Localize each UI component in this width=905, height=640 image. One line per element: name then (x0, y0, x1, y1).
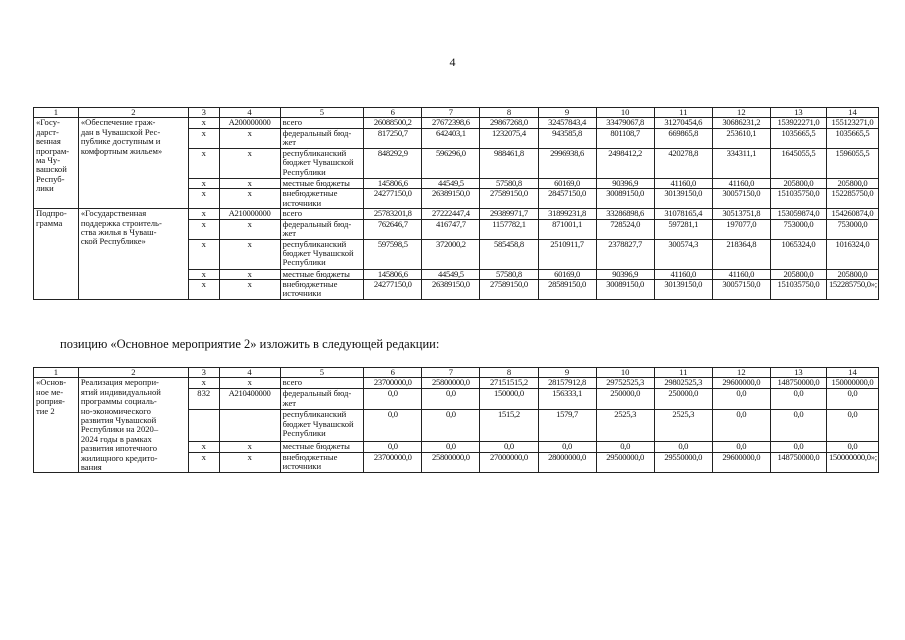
column-number: 2 (78, 368, 188, 378)
amount-cell: 150000000,0»; (826, 452, 878, 473)
amount-cell: 30139150,0 (654, 280, 712, 300)
column-number: 2 (78, 108, 188, 118)
amount-cell: 817250,7 (364, 128, 422, 148)
program-name-line: роприя- (36, 396, 65, 407)
gr-code-cell: 832 (188, 389, 219, 410)
amount-cell: 2510911,7 (538, 239, 596, 269)
amount-cell: 642403,1 (422, 128, 480, 148)
amount-cell: 31078165,4 (654, 209, 712, 219)
amount-cell: 585458,8 (480, 239, 538, 269)
amount-cell: 27151515,2 (480, 378, 538, 389)
amount-cell: 28157912,8 (538, 378, 596, 389)
amount-cell: 150000000,0 (826, 378, 878, 389)
amount-cell: 1232075,4 (480, 128, 538, 148)
amount-cell: 416747,7 (422, 219, 480, 239)
amount-cell: 420278,8 (654, 148, 712, 178)
funding-source-cell: республиканский бюджет Чувашской Республики (280, 410, 364, 441)
amount-cell: 31270454,6 (654, 118, 712, 128)
amount-cell: 33286898,6 (596, 209, 654, 219)
column-number: 7 (422, 108, 480, 118)
amount-cell: 0,0 (770, 389, 826, 410)
program-title-line: ской Республике» (80, 236, 146, 247)
amount-cell: 145806,6 (364, 178, 422, 188)
column-number: 9 (538, 108, 596, 118)
gr-code-cell: х (188, 219, 219, 239)
program-title-line: вания (80, 462, 102, 473)
gr-code-cell (188, 410, 219, 441)
amount-cell: 728524,0 (596, 219, 654, 239)
amount-cell: 148750000,0 (770, 378, 826, 389)
amount-cell: 153059874,0 (770, 209, 826, 219)
amount-cell: 205800,0 (770, 269, 826, 279)
target-article-cell: А200000000 (219, 118, 280, 128)
amount-cell: 205800,0 (826, 178, 878, 188)
funding-source-cell: федеральный бюд-жет (280, 219, 364, 239)
amount-cell: 943585,8 (538, 128, 596, 148)
gr-code-cell: х (188, 280, 219, 300)
amount-cell: 27672398,6 (422, 118, 480, 128)
amount-cell: 1596055,5 (826, 148, 878, 178)
amount-cell: 1579,7 (538, 410, 596, 441)
program-title-cell (78, 118, 188, 209)
target-article-cell: х (219, 128, 280, 148)
program-title-line: но-экономического (80, 405, 151, 416)
amount-cell: 24277150,0 (364, 280, 422, 300)
amount-cell: 153922271,0 (770, 118, 826, 128)
amount-cell: 25783201,8 (364, 209, 422, 219)
funding-source-cell: всего (280, 118, 364, 128)
column-number-row (34, 108, 879, 118)
program-name-cell (34, 209, 79, 300)
amount-cell: 27000000,0 (480, 452, 538, 473)
budget-table-2 (33, 367, 879, 473)
column-number: 10 (596, 368, 654, 378)
amount-cell: 30139150,0 (654, 189, 712, 209)
program-name-line: програм- (36, 145, 70, 156)
amount-cell: 0,0 (770, 441, 826, 452)
amount-cell: 0,0 (480, 441, 538, 452)
program-title-line: Реализация меропри- (80, 377, 159, 388)
funding-source-cell: местные бюджеты (280, 178, 364, 188)
gr-code-cell: х (188, 189, 219, 209)
column-number: 11 (654, 368, 712, 378)
amount-cell: 28457150,0 (538, 189, 596, 209)
funding-source-cell: внебюджетные источники (280, 189, 364, 209)
program-name-line: ное ме- (36, 386, 64, 397)
program-name-line: «Госу- (36, 117, 60, 128)
amount-cell: 753000,0 (826, 219, 878, 239)
amount-cell: 152285750,0»; (826, 280, 878, 300)
table-row (34, 118, 879, 128)
column-number: 6 (364, 108, 422, 118)
amount-cell: 60169,0 (538, 269, 596, 279)
amount-cell: 30057150,0 (712, 189, 770, 209)
column-number: 5 (280, 108, 364, 118)
amount-cell: 41160,0 (712, 178, 770, 188)
amount-cell: 2996938,6 (538, 148, 596, 178)
program-title-line: публике доступным и (80, 136, 161, 147)
program-title-line: ства жилья в Чуваш- (80, 227, 157, 238)
funding-source-cell: местные бюджеты (280, 441, 364, 452)
gr-code-cell: х (188, 378, 219, 389)
amount-cell: 44549,5 (422, 178, 480, 188)
program-name-line: грамма (36, 217, 63, 228)
program-name-line: Респуб- (36, 173, 65, 184)
amount-cell: 155123271,0 (826, 118, 878, 128)
amount-cell: 372000,2 (422, 239, 480, 269)
gr-code-cell: х (188, 239, 219, 269)
amount-cell: 250000,0 (654, 389, 712, 410)
program-name-line: дарст- (36, 126, 59, 137)
amount-cell: 31899231,8 (538, 209, 596, 219)
column-number: 8 (480, 108, 538, 118)
amount-cell: 596296,0 (422, 148, 480, 178)
amount-cell: 30513751,8 (712, 209, 770, 219)
column-number: 4 (219, 108, 280, 118)
amount-cell: 197077,0 (712, 219, 770, 239)
amount-cell: 29550000,0 (654, 452, 712, 473)
gr-code-cell: х (188, 178, 219, 188)
program-title-line: Республики на 2020– (80, 424, 159, 435)
budget-table-1 (33, 107, 879, 300)
amount-cell: 218364,8 (712, 239, 770, 269)
amount-cell: 29867268,0 (480, 118, 538, 128)
amount-cell: 0,0 (364, 389, 422, 410)
program-title-line: развития ипотечного (80, 443, 158, 454)
amount-cell: 0,0 (826, 441, 878, 452)
target-article-cell: х (219, 189, 280, 209)
amount-cell: 0,0 (422, 389, 480, 410)
program-title-cell (78, 378, 188, 473)
amount-cell: 29600000,0 (712, 378, 770, 389)
amount-cell: 0,0 (654, 441, 712, 452)
program-name-line: тие 2 (36, 405, 55, 416)
amount-cell: 27589150,0 (480, 189, 538, 209)
amendment-instruction: позицию «Основное мероприятие 2» изложить в следующей редакции: (60, 337, 440, 351)
amount-cell: 151035750,0 (770, 189, 826, 209)
column-number: 12 (712, 108, 770, 118)
amount-cell: 27589150,0 (480, 280, 538, 300)
amount-cell: 26088500,2 (364, 118, 422, 128)
program-title-line: поддержка строитель- (80, 217, 162, 228)
amount-cell: 1645055,5 (770, 148, 826, 178)
amount-cell: 151035750,0 (770, 280, 826, 300)
amount-cell: 0,0 (826, 410, 878, 441)
amount-cell: 1515,2 (480, 410, 538, 441)
amount-cell: 156333,1 (538, 389, 596, 410)
amount-cell: 41160,0 (712, 269, 770, 279)
amount-cell: 0,0 (712, 410, 770, 441)
column-number: 14 (826, 108, 878, 118)
column-number: 14 (826, 368, 878, 378)
amount-cell: 25800000,0 (422, 452, 480, 473)
program-name-cell (34, 378, 79, 473)
amount-cell: 871001,1 (538, 219, 596, 239)
column-number-row (34, 368, 879, 378)
column-number: 12 (712, 368, 770, 378)
amount-cell: 597598,5 (364, 239, 422, 269)
program-title-line: развития Чувашской (80, 415, 157, 426)
target-article-cell: х (219, 452, 280, 473)
program-name-line: Подпро- (36, 208, 67, 219)
program-title-line: «Обеспечение граж- (80, 117, 156, 128)
column-number: 13 (770, 108, 826, 118)
amount-cell: 1016324,0 (826, 239, 878, 269)
column-number: 4 (219, 368, 280, 378)
amount-cell: 41160,0 (654, 178, 712, 188)
target-article-cell: А210000000 (219, 209, 280, 219)
column-number: 9 (538, 368, 596, 378)
column-number: 13 (770, 368, 826, 378)
gr-code-cell: х (188, 118, 219, 128)
page-number: 4 (449, 55, 456, 69)
target-article-cell: х (219, 441, 280, 452)
amount-cell: 205800,0 (826, 269, 878, 279)
amount-cell: 28000000,0 (538, 452, 596, 473)
amount-cell: 154260874,0 (826, 209, 878, 219)
gr-code-cell: х (188, 269, 219, 279)
amount-cell: 30089150,0 (596, 280, 654, 300)
amount-cell: 30057150,0 (712, 280, 770, 300)
amount-cell: 27222447,4 (422, 209, 480, 219)
amount-cell: 0,0 (422, 441, 480, 452)
program-name-line: венная (36, 136, 61, 147)
funding-source-cell: федеральный бюд-жет (280, 128, 364, 148)
gr-code-cell: х (188, 128, 219, 148)
amount-cell: 597281,1 (654, 219, 712, 239)
amount-cell: 25800000,0 (422, 378, 480, 389)
amount-cell: 90396,9 (596, 269, 654, 279)
amount-cell: 29600000,0 (712, 452, 770, 473)
column-number: 6 (364, 368, 422, 378)
column-number: 3 (188, 108, 219, 118)
funding-source-cell: местные бюджеты (280, 269, 364, 279)
amount-cell: 0,0 (770, 410, 826, 441)
column-number: 1 (34, 368, 79, 378)
gr-code-cell: х (188, 441, 219, 452)
table-row (34, 378, 879, 389)
amount-cell: 1157782,1 (480, 219, 538, 239)
program-title-line: 2024 годы в рамках (80, 433, 152, 444)
funding-source-cell: внебюджетные источники (280, 280, 364, 300)
funding-source-cell: всего (280, 378, 364, 389)
amount-cell: 0,0 (712, 441, 770, 452)
program-title-cell (78, 209, 188, 300)
amount-cell: 988461,8 (480, 148, 538, 178)
funding-source-cell: федеральный бюд-жет (280, 389, 364, 410)
amount-cell: 28589150,0 (538, 280, 596, 300)
target-article-cell (219, 410, 280, 441)
amount-cell: 41160,0 (654, 269, 712, 279)
program-name-cell (34, 118, 79, 209)
amount-cell: 801108,7 (596, 128, 654, 148)
amount-cell: 762646,7 (364, 219, 422, 239)
amount-cell: 23700000,0 (364, 452, 422, 473)
target-article-cell: х (219, 219, 280, 239)
column-number: 7 (422, 368, 480, 378)
amount-cell: 29389971,7 (480, 209, 538, 219)
amount-cell: 300574,3 (654, 239, 712, 269)
amount-cell: 32457843,4 (538, 118, 596, 128)
gr-code-cell: х (188, 209, 219, 219)
amount-cell: 60169,0 (538, 178, 596, 188)
funding-source-cell: внебюджетные источники (280, 452, 364, 473)
amount-cell: 152285750,0 (826, 189, 878, 209)
amount-cell: 33479067,8 (596, 118, 654, 128)
amount-cell: 1035665,5 (770, 128, 826, 148)
amount-cell: 150000,0 (480, 389, 538, 410)
program-title-line: программы социаль- (80, 396, 157, 407)
target-article-cell: х (219, 378, 280, 389)
column-number: 1 (34, 108, 79, 118)
amount-cell: 2525,3 (654, 410, 712, 441)
amount-cell: 26389150,0 (422, 189, 480, 209)
amount-cell: 669865,8 (654, 128, 712, 148)
amount-cell: 0,0 (538, 441, 596, 452)
column-number: 10 (596, 108, 654, 118)
program-title-line: «Государственная (80, 208, 147, 219)
amount-cell: 2525,3 (596, 410, 654, 441)
funding-source-cell: республиканский бюджет Чувашской Республики (280, 148, 364, 178)
amount-cell: 44549,5 (422, 269, 480, 279)
amount-cell: 0,0 (364, 410, 422, 441)
amount-cell: 2378827,7 (596, 239, 654, 269)
amount-cell: 753000,0 (770, 219, 826, 239)
amount-cell: 29802525,3 (654, 378, 712, 389)
target-article-cell: х (219, 148, 280, 178)
column-number: 11 (654, 108, 712, 118)
amount-cell: 29752525,3 (596, 378, 654, 389)
amount-cell: 1035665,5 (826, 128, 878, 148)
program-title-line: комфортным жильем» (80, 145, 163, 156)
amount-cell: 30686231,2 (712, 118, 770, 128)
amount-cell: 205800,0 (770, 178, 826, 188)
amount-cell: 334311,1 (712, 148, 770, 178)
amount-cell: 253610,1 (712, 128, 770, 148)
gr-code-cell: х (188, 148, 219, 178)
column-number: 3 (188, 368, 219, 378)
amount-cell: 26389150,0 (422, 280, 480, 300)
target-article-cell: х (219, 239, 280, 269)
program-name-line: «Основ- (36, 377, 67, 388)
funding-source-cell: республиканский бюджет Чувашской Республики (280, 239, 364, 269)
program-name-line: лики (36, 183, 54, 194)
amount-cell: 0,0 (596, 441, 654, 452)
amount-cell: 24277150,0 (364, 189, 422, 209)
amount-cell: 848292,9 (364, 148, 422, 178)
amount-cell: 90396,9 (596, 178, 654, 188)
amount-cell: 29500000,0 (596, 452, 654, 473)
amount-cell: 145806,6 (364, 269, 422, 279)
amount-cell: 0,0 (364, 441, 422, 452)
target-article-cell: А210400000 (219, 389, 280, 410)
amount-cell: 30089150,0 (596, 189, 654, 209)
target-article-cell: х (219, 178, 280, 188)
amount-cell: 2498412,2 (596, 148, 654, 178)
target-article-cell: х (219, 280, 280, 300)
program-title-line: жилищного кредито- (80, 452, 158, 463)
amount-cell: 250000,0 (596, 389, 654, 410)
amount-cell: 23700000,0 (364, 378, 422, 389)
amount-cell: 57580,8 (480, 269, 538, 279)
gr-code-cell: х (188, 452, 219, 473)
column-number: 5 (280, 368, 364, 378)
program-name-line: ма Чу- (36, 155, 61, 166)
table-row (34, 209, 879, 219)
amount-cell: 0,0 (826, 389, 878, 410)
target-article-cell: х (219, 269, 280, 279)
amount-cell: 1065324,0 (770, 239, 826, 269)
program-title-line: дан в Чувашской Рес- (80, 126, 161, 137)
amount-cell: 148750000,0 (770, 452, 826, 473)
program-title-line: ятий индивидуальной (80, 386, 161, 397)
amount-cell: 57580,8 (480, 178, 538, 188)
column-number: 8 (480, 368, 538, 378)
amount-cell: 0,0 (422, 410, 480, 441)
amount-cell: 0,0 (712, 389, 770, 410)
program-name-line: вашской (36, 164, 67, 175)
funding-source-cell: всего (280, 209, 364, 219)
